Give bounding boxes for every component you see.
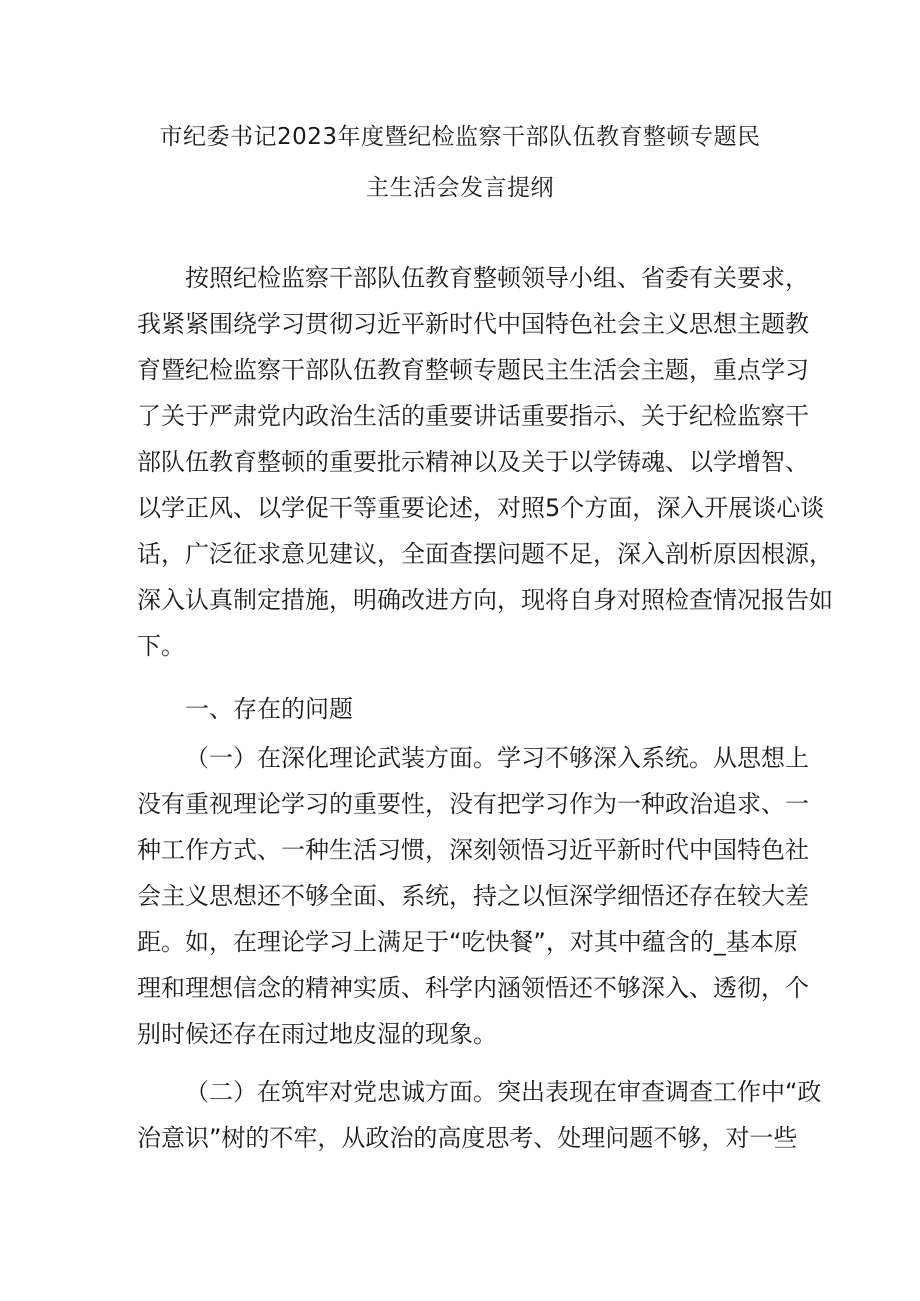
paragraph-1-line: 下。 — [137, 632, 185, 660]
section-heading: 一、存在的问题 — [185, 695, 353, 723]
paragraph-1-line: 按照纪检监察干部队伍教育整顿领导小组、省委有关要求， — [185, 264, 809, 292]
paragraph-1-line: 话，广泛征求意见建议，全面查摆问题不足，深入剖析原因根源， — [137, 540, 833, 568]
paragraph-3-line: 别时候还存在雨过地皮湿的现象。 — [137, 1020, 497, 1048]
paragraph-1-line: 以学正风、以学促干等重要论述，对照5个方面，深入开展谈心谈 — [137, 494, 825, 522]
paragraph-1-line: 育暨纪检监察干部队伍教育整顿专题民主生活会主题，重点学习 — [137, 356, 809, 384]
paragraph-3-line: （一）在深化理论武装方面。学习不够深入系统。从思想上 — [185, 744, 809, 772]
paragraph-3-line: 种工作方式、一种生活习惯，深刻领悟习近平新时代中国特色社 — [137, 836, 809, 864]
paragraph-1-line: 我紧紧围绕学习贯彻习近平新时代中国特色社会主义思想主题教 — [137, 310, 809, 338]
paragraph-4-line: 治意识”树的不牢，从政治的高度思考、处理问题不够，对一些 — [137, 1124, 798, 1152]
paragraph-1-line: 部队伍教育整顿的重要批示精神以及关于以学铸魂、以学增智、 — [137, 448, 809, 476]
paragraph-3-line: 会主义思想还不够全面、系统，持之以恒深学细悟还存在较大差 — [137, 882, 809, 910]
document-title-line-2: 主生活会发言提纲 — [366, 175, 554, 201]
paragraph-3-line: 理和理想信念的精神实质、科学内涵领悟还不够深入、透彻，个 — [137, 974, 809, 1002]
document-title-line-1: 市纪委书记2023年度暨纪检监察干部队伍教育整顿专题民 — [159, 124, 761, 150]
paragraph-1-line: 了关于严肃党内政治生活的重要讲话重要指示、关于纪检监察干 — [137, 402, 809, 430]
paragraph-3-line: 没有重视理论学习的重要性，没有把学习作为一种政治追求、一 — [137, 790, 809, 818]
paragraph-3-line: 距。如，在理论学习上满足于“吃快餐”，对其中蕴含的_基本原 — [137, 928, 798, 956]
paragraph-1-line: 深入认真制定措施，明确改进方向，现将自身对照检查情况报告如 — [137, 586, 833, 614]
paragraph-4-line: （二）在筑牢对党忠诚方面。突出表现在审查调查工作中“政 — [185, 1078, 822, 1106]
